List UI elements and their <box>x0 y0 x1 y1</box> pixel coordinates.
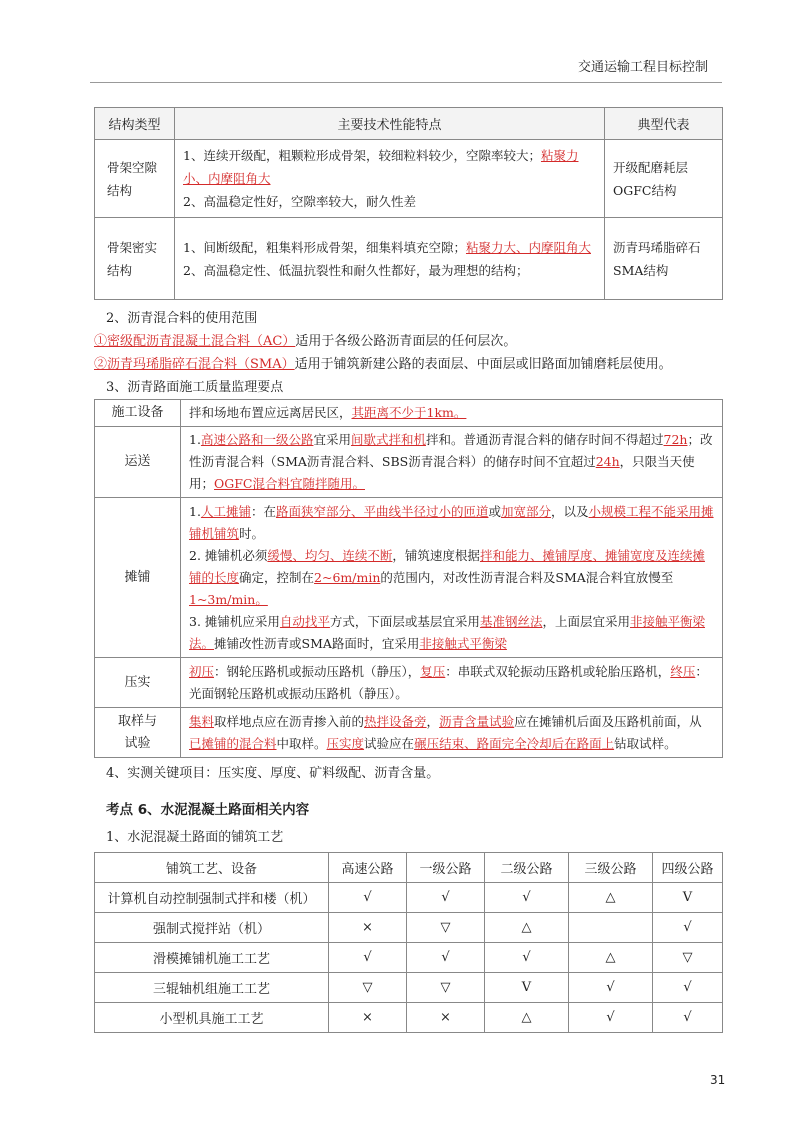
content-text: 摊铺改性沥青或SMA路面时，宜采用 <box>214 635 420 651</box>
row-content <box>181 427 723 498</box>
content-highlight: 终压 <box>670 663 696 679</box>
usage-item-sma <box>94 353 672 372</box>
table-row <box>95 427 723 498</box>
grade-cell: V <box>653 883 723 913</box>
content-highlight: 压实度 <box>326 735 365 751</box>
row-label: 施工设备 <box>95 400 181 427</box>
column-header: 结构类型 <box>95 108 175 140</box>
content-text: ， <box>426 713 440 729</box>
content-text: ：光面钢轮压路机或振动压路机（静压）。 <box>189 663 708 701</box>
content-highlight: 热拌设备旁 <box>364 713 427 729</box>
grade-cell: △ <box>485 913 569 943</box>
content-highlight: 24h <box>595 454 620 469</box>
process-name: 三辊轴机组施工工艺 <box>95 973 329 1003</box>
table-row <box>95 658 723 708</box>
row-label-line: 取样与 <box>117 713 157 729</box>
column-header: 铺筑工艺、设备 <box>95 853 329 883</box>
content-highlight: 间歇式拌和机 <box>350 432 426 447</box>
content-text: ：串联式双轮振动压路机或轮胎压路机， <box>445 663 671 679</box>
content-highlight: 基准钢丝法 <box>479 613 543 629</box>
table-header-row <box>95 108 723 140</box>
content-highlight: 高速公路和一级公路 <box>200 432 314 447</box>
content-text: 钻取试样。 <box>614 735 677 751</box>
column-header: 二级公路 <box>485 853 569 883</box>
table-row <box>95 973 723 1003</box>
table-row <box>95 140 723 218</box>
feature-highlight: 粘聚力小、内摩阻角大 <box>183 148 579 186</box>
table-row <box>95 400 723 427</box>
grade-cell: √ <box>485 883 569 913</box>
content-text: 取样地点应在沥青掺入前的 <box>214 713 365 729</box>
grade-cell: √ <box>569 1003 653 1033</box>
content-highlight: 加宽部分 <box>501 503 552 519</box>
measured-items: 4、实测关键项目：压实度、厚度、矿料级配、沥青含量。 <box>106 766 440 781</box>
process-name: 计算机自动控制强制式拌和楼（机） <box>95 883 329 913</box>
content-text: 1. <box>189 503 201 519</box>
content-highlight: 2~6m/min <box>314 569 381 585</box>
row-content <box>181 400 723 427</box>
table-header-row <box>95 853 723 883</box>
section-title: 考点 6、水泥混凝土路面相关内容 <box>106 802 310 818</box>
grade-cell: ▽ <box>407 913 485 943</box>
grade-cell: × <box>329 913 407 943</box>
table-row <box>95 943 723 973</box>
row-label: 摊铺 <box>95 498 181 658</box>
content-text: ；改性沥青混合料（SMA沥青混合料、SBS沥青混合料）的储存时间不宜超过 <box>189 432 713 469</box>
grade-cell: ▽ <box>329 973 407 1003</box>
content-highlight: 碾压结束、路面完全冷却后在路面上 <box>414 735 615 751</box>
process-name: 小型机具施工工艺 <box>95 1003 329 1033</box>
content-highlight: 72h <box>663 432 688 447</box>
content-highlight: 人工摊铺 <box>200 503 251 519</box>
column-header: 高速公路 <box>329 853 407 883</box>
table-row <box>95 498 723 658</box>
process-name: 强制式搅拌站（机） <box>95 913 329 943</box>
column-header: 典型代表 <box>605 108 723 140</box>
grade-cell: △ <box>569 883 653 913</box>
page-number: 31 <box>710 1073 726 1087</box>
grade-cell: ▽ <box>653 943 723 973</box>
content-text: 拌和场地布置应远离居民区， <box>189 405 352 420</box>
usage-item-text: 适用于铺筑新建公路的表面层、中面层或旧路面加铺磨耗层使用。 <box>294 357 672 372</box>
supervision-heading: 3、沥青路面施工质量监理要点 <box>106 380 284 395</box>
table-row <box>95 708 723 758</box>
content-text: 试验应在 <box>364 735 415 751</box>
content-highlight: 其距离不少于1km。 <box>351 405 467 420</box>
content-highlight: 小规模工程不能采用摊铺机铺筑 <box>189 503 714 541</box>
row-label <box>95 708 181 758</box>
content-highlight: 自动找平 <box>279 613 330 629</box>
paving-heading: 1、水泥混凝土路面的铺筑工艺 <box>106 830 284 845</box>
feature-text: 1、间断级配，粗集料形成骨架，细集料填充空隙； <box>183 239 466 255</box>
grade-cell: V <box>485 973 569 1003</box>
content-text: 确定，控制在 <box>239 569 315 585</box>
content-text: ，上面层宜采用 <box>542 613 630 629</box>
grade-cell: √ <box>653 913 723 943</box>
structure-type-cell: 骨架密实结构 <box>95 218 175 300</box>
content-highlight: OGFC混合料宜随拌随用。 <box>214 476 365 491</box>
structure-table <box>94 107 723 300</box>
row-label: 运送 <box>95 427 181 498</box>
grade-cell: √ <box>407 943 485 973</box>
content-text: ，以及 <box>551 503 589 519</box>
grade-cell: △ <box>485 1003 569 1033</box>
content-text: 2. 摊铺机必须 <box>189 547 268 563</box>
content-text: 1. <box>189 432 201 447</box>
row-content <box>181 658 723 708</box>
content-text: ：钢轮压路机或振动压路机（静压）， <box>214 663 421 679</box>
content-text: 的范围内，对改性沥青混合料及SMA混合料宜放慢至 <box>380 569 674 585</box>
content-text: 宜采用 <box>313 432 351 447</box>
table-row <box>95 883 723 913</box>
row-content <box>181 498 723 658</box>
content-highlight: 沥青含量试验 <box>439 713 515 729</box>
structure-type-cell: 骨架空隙结构 <box>95 140 175 218</box>
content-text: 或 <box>488 503 501 519</box>
content-text: ，只限当天使用； <box>189 454 695 491</box>
grade-cell: × <box>407 1003 485 1033</box>
paving-paragraph <box>189 611 714 655</box>
content-highlight: 非接触式平衡梁 <box>419 635 507 651</box>
feature-text: 1、连续开级配，粗颗粒形成骨架，较细粒料较少，空隙率较大； <box>183 148 541 163</box>
usage-item-highlight: ①密级配沥青混凝土混合料（AC） <box>94 334 296 349</box>
content-highlight: 已摊铺的混合料 <box>189 735 277 751</box>
grade-cell: ▽ <box>407 973 485 1003</box>
usage-item-ac <box>94 330 516 349</box>
paving-paragraph <box>189 501 714 545</box>
content-highlight: 非接触平衡梁法。 <box>189 613 705 651</box>
header-rule <box>90 82 722 83</box>
content-highlight: 集料 <box>189 713 215 729</box>
content-highlight: 缓慢、均匀、连续不断 <box>267 547 393 563</box>
features-cell <box>175 218 605 300</box>
grade-cell: √ <box>329 883 407 913</box>
content-text: 应在摊铺机后面及压路机前面，从 <box>514 713 702 729</box>
content-text: 中取样。 <box>276 735 327 751</box>
table-row <box>95 218 723 300</box>
content-highlight: 复压 <box>420 663 446 679</box>
usage-heading: 2、沥青混合料的使用范围 <box>106 311 258 326</box>
feature-text: 2、高温稳定性好，空隙率较大，耐久性差 <box>183 194 416 209</box>
content-highlight: 1~3m/min。 <box>189 591 268 607</box>
grade-cell <box>569 913 653 943</box>
example-cell: 沥青玛琋脂碎石SMA结构 <box>605 218 723 300</box>
content-text: 方式，下面层或基层宜采用 <box>329 613 480 629</box>
grade-cell: △ <box>569 943 653 973</box>
content-text: ，铺筑速度根据 <box>392 547 480 563</box>
content-text: 拌和。普通沥青混合料的储存时间不得超过 <box>425 432 664 447</box>
features-cell <box>175 140 605 218</box>
usage-item-text: 适用于各级公路沥青面层的任何层次。 <box>295 334 517 349</box>
grade-cell: √ <box>653 973 723 1003</box>
grade-cell: √ <box>653 1003 723 1033</box>
row-label-line: 试验 <box>124 735 151 751</box>
feature-text: 2、高温稳定性、低温抗裂性和耐久性都好，最为理想的结构； <box>183 262 529 278</box>
grade-cell: √ <box>485 943 569 973</box>
table-row <box>95 1003 723 1033</box>
column-header: 三级公路 <box>569 853 653 883</box>
column-header: 一级公路 <box>407 853 485 883</box>
table-row <box>95 913 723 943</box>
row-label: 压实 <box>95 658 181 708</box>
content-text: 3. 摊铺机应采用 <box>189 613 280 629</box>
content-highlight: 初压 <box>189 663 215 679</box>
content-highlight: 路面狭窄部分、平曲线半径过小的匝道 <box>275 503 489 519</box>
content-text: 时。 <box>239 525 265 541</box>
row-content <box>181 708 723 758</box>
column-header: 主要技术性能特点 <box>175 108 605 140</box>
paving-paragraph <box>189 545 714 611</box>
grade-cell: × <box>329 1003 407 1033</box>
content-highlight: 拌和能力、摊铺厚度、摊铺宽度及连续摊铺的长度 <box>189 547 705 585</box>
process-name: 滑模摊铺机施工工艺 <box>95 943 329 973</box>
usage-item-highlight: ②沥青玛琋脂碎石混合料（SMA） <box>94 357 295 372</box>
supervision-table <box>94 399 723 758</box>
content-text: ：在 <box>250 503 276 519</box>
grade-cell: √ <box>407 883 485 913</box>
grade-cell: √ <box>569 973 653 1003</box>
process-table <box>94 852 723 1033</box>
grade-cell: √ <box>329 943 407 973</box>
feature-highlight: 粘聚力大、内摩阻角大 <box>465 239 591 255</box>
running-header: 交通运输工程目标控制 <box>577 60 708 75</box>
column-header: 四级公路 <box>653 853 723 883</box>
example-cell: 开级配磨耗层OGFC结构 <box>605 140 723 218</box>
